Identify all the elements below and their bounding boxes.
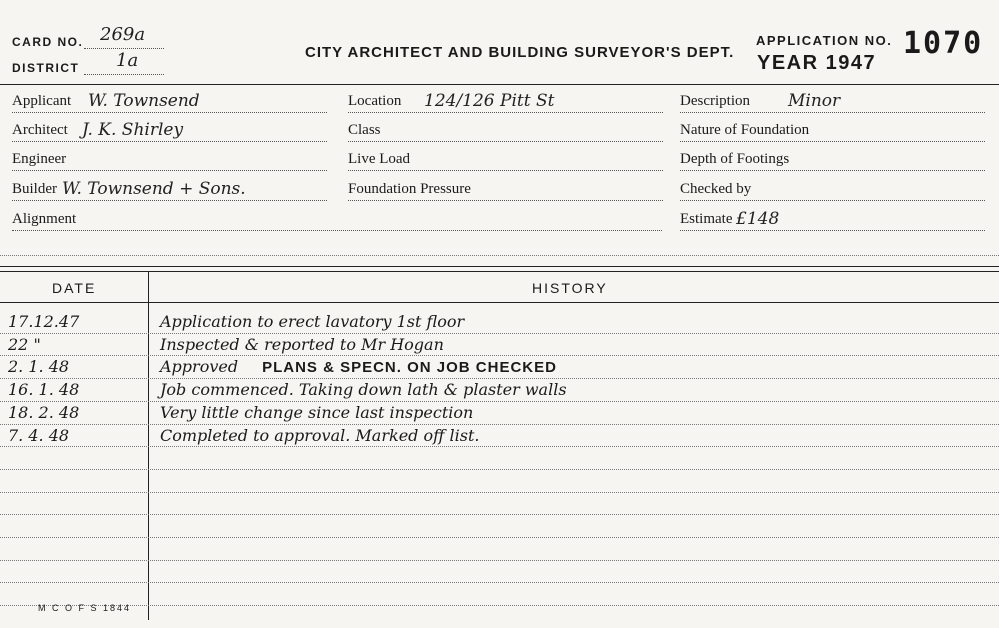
applicant-value: W. Townsend — [88, 91, 200, 111]
class-field — [348, 119, 663, 142]
history-row-line — [0, 492, 999, 493]
header-rule — [0, 84, 999, 85]
architect-value: J. K. Shirley — [82, 120, 184, 140]
description-field — [680, 90, 985, 113]
history-date: 7. 4. 48 — [8, 425, 70, 445]
description-value: Minor — [788, 91, 841, 111]
history-header-rule — [0, 302, 999, 303]
application-no-label: APPLICATION NO. — [756, 33, 893, 48]
live-load-field — [348, 148, 663, 171]
history-row-line — [0, 537, 999, 538]
history-entry — [160, 335, 444, 354]
history-entry-text: Very little change since last inspection — [160, 402, 474, 422]
history-entry-text: Inspected & reported to Mr Hogan — [160, 334, 444, 354]
foundation-pressure-label: Foundation Pressure — [348, 181, 471, 197]
class-label: Class — [348, 122, 381, 138]
year-label: YEAR 1947 — [757, 52, 877, 74]
nature-of-foundation-label: Nature of Foundation — [680, 122, 810, 138]
history-row-line — [0, 514, 999, 515]
engineer-label: Engineer — [12, 151, 67, 167]
estimate-value: £148 — [736, 209, 780, 229]
department-title: CITY ARCHITECT AND BUILDING SURVEYOR'S DEPT. — [305, 44, 735, 61]
live-load-label: Live Load — [348, 151, 411, 167]
location-value: 124/126 Pitt St — [424, 91, 555, 111]
history-top-rule-1 — [0, 266, 999, 267]
architect-field — [12, 119, 327, 142]
history-row-line — [0, 582, 999, 583]
depth-of-footings-label: Depth of Footings — [680, 151, 790, 167]
history-date: 16. 1. 48 — [8, 380, 80, 400]
date-header: DATE — [52, 280, 97, 296]
description-label: Description — [680, 93, 750, 109]
history-row-line — [0, 355, 999, 356]
history-date: 22 " — [8, 334, 41, 354]
history-row-line — [0, 378, 999, 379]
nature-of-foundation-field — [680, 119, 985, 142]
history-row-line — [0, 446, 999, 447]
alignment-field — [12, 208, 662, 231]
history-row-line — [0, 560, 999, 561]
builder-label: Builder — [12, 181, 57, 197]
builder-value: W. Townsend + Sons. — [62, 179, 246, 199]
district-label: DISTRICT — [12, 61, 80, 75]
history-entry — [160, 312, 464, 331]
history-row-line — [0, 469, 999, 470]
architect-label: Architect — [12, 122, 68, 138]
history-entry — [160, 426, 480, 445]
history-date: 18. 2. 48 — [8, 402, 80, 422]
applicant-label: Applicant — [12, 93, 72, 109]
engineer-field — [12, 148, 327, 171]
applicant-field — [12, 90, 327, 113]
application-no-value: 1070 — [903, 26, 984, 61]
form-code: M C O F S 1844 — [38, 603, 132, 613]
history-row-line — [0, 605, 999, 606]
estimate-field — [680, 208, 985, 231]
history-entry-text: Approved — [160, 357, 239, 377]
card-no-label: CARD NO. — [12, 35, 84, 49]
history-stamp: PLANS & SPECN. ON JOB CHECKED — [262, 359, 557, 377]
district-underline — [84, 74, 164, 75]
checked-by-label: Checked by — [680, 181, 752, 197]
history-date: 2. 1. 48 — [8, 357, 70, 377]
card-no-value: 269a — [100, 24, 146, 45]
history-row-line — [0, 333, 999, 334]
card-no-underline — [84, 48, 164, 49]
history-entry — [160, 357, 557, 376]
builder-field — [12, 178, 327, 201]
history-entry — [160, 380, 567, 399]
blank-field-line — [0, 255, 999, 256]
checked-by-field — [680, 178, 985, 201]
estimate-label: Estimate — [680, 211, 733, 227]
history-date: 17.12.47 — [8, 312, 80, 331]
history-top-rule-2 — [0, 271, 999, 272]
alignment-label: Alignment — [12, 211, 77, 227]
history-entry-text: Completed to approval. Marked off list. — [160, 425, 480, 445]
location-label: Location — [348, 93, 402, 109]
history-row-line — [0, 401, 999, 402]
history-entry — [160, 403, 473, 422]
history-row-line — [0, 424, 999, 425]
history-header: HISTORY — [532, 280, 608, 296]
location-field — [348, 90, 663, 113]
history-entry-text: Job commenced. Taking down lath & plaster walls — [160, 380, 567, 400]
district-value: 1a — [116, 50, 139, 71]
depth-of-footings-field — [680, 148, 985, 171]
foundation-pressure-field — [348, 178, 663, 201]
history-entry-text: Application to erect lavatory 1st floor — [160, 312, 465, 331]
